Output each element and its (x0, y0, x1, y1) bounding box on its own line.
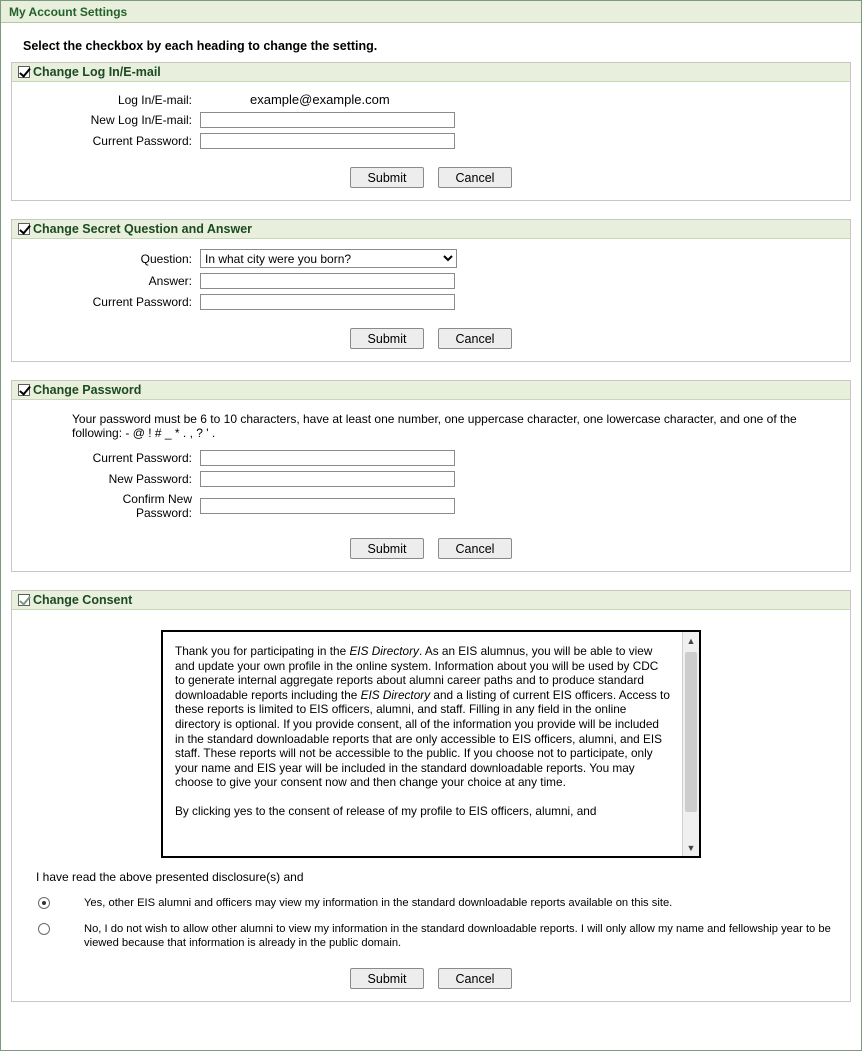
password-help-text: Your password must be 6 to 10 characters, have at least one number, one uppercase character, one lowercase character, and one of the following: - @ ! # _ * . , ? ' . (72, 412, 797, 440)
change-secret-checkbox[interactable] (18, 223, 30, 235)
consent-submit-button[interactable]: Submit (350, 968, 424, 989)
change-consent-body (12, 610, 850, 1001)
password-new-label: New Password: (108, 472, 192, 486)
login-current-value: example@example.com (250, 92, 390, 107)
secret-question-select[interactable] (200, 249, 457, 268)
password-submit-button[interactable]: Submit (350, 538, 424, 559)
password-cancel-button[interactable]: Cancel (438, 538, 512, 559)
login-password-input[interactable] (200, 133, 455, 149)
password-current-label: Current Password: (92, 451, 192, 465)
page-title: My Account Settings (9, 4, 128, 19)
consent-radio-yes[interactable] (38, 897, 50, 909)
login-new-row (12, 112, 850, 128)
secret-answer-row (12, 273, 850, 289)
secret-password-row (12, 294, 850, 310)
consent-scrollbar[interactable] (682, 632, 699, 856)
consent-paragraph-2: By clicking yes to the consent of release of my profile to EIS officers, alumni, and (175, 803, 597, 818)
change-secret-heading: Change Secret Question and Answer (33, 222, 253, 236)
password-current-input[interactable] (200, 450, 455, 466)
scroll-up-icon[interactable]: ▲ (683, 632, 699, 649)
section-change-login (11, 62, 851, 201)
change-login-checkbox[interactable] (18, 66, 30, 78)
change-password-checkbox[interactable] (18, 384, 30, 396)
password-new-row (12, 471, 850, 487)
login-button-row (12, 167, 850, 188)
login-cancel-button[interactable]: Cancel (438, 167, 512, 188)
disclosure-read-label: I have read the above presented disclosure(s) and (36, 870, 304, 884)
secret-button-row (12, 328, 850, 349)
login-current-row (12, 92, 850, 107)
consent-paragraph-1 (175, 644, 670, 790)
secret-cancel-button[interactable]: Cancel (438, 328, 512, 349)
login-password-row (12, 133, 850, 149)
secret-question-label: Question: (140, 251, 192, 266)
secret-question-row (12, 249, 850, 268)
password-confirm-label: Confirm New Password: (122, 492, 192, 520)
settings-content (1, 23, 861, 1002)
consent-option-no-row[interactable] (12, 922, 850, 950)
section-header-change-consent (12, 591, 850, 610)
password-confirm-input[interactable] (200, 498, 455, 514)
change-consent-heading: Change Consent (33, 593, 133, 607)
consent-option-yes-row[interactable] (12, 896, 850, 910)
section-header-change-password (12, 381, 850, 400)
scrollbar-thumb[interactable] (685, 652, 697, 812)
secret-password-label: Current Password: (92, 295, 192, 309)
instruction-text: Select the checkbox by each heading to change the setting. (23, 39, 378, 53)
consent-p1-em-1: EIS Directory (349, 644, 419, 658)
secret-answer-input[interactable] (200, 273, 455, 289)
change-password-heading: Change Password (33, 383, 142, 397)
window-titlebar (1, 1, 861, 23)
consent-option-yes-label: Yes, other EIS alumni and officers may view my information in the standard downloadable reports available on this site. (84, 897, 673, 909)
password-button-row (12, 538, 850, 559)
section-change-password (11, 380, 851, 572)
section-change-secret-question (11, 219, 851, 362)
consent-p1-em-2: EIS Directory (360, 687, 431, 702)
section-header-change-secret (12, 220, 850, 239)
password-confirm-row (12, 492, 850, 520)
change-secret-body (12, 239, 850, 361)
secret-answer-label: Answer: (148, 274, 192, 288)
login-new-input[interactable] (200, 112, 455, 128)
consent-option-no-label: No, I do not wish to allow other alumni to view my information in the standard downloadable reports. I will only allow my name and fellowship year to be viewed because that information is already in the public domain. (84, 923, 831, 949)
consent-p1-part-c: and a listing of current EIS officers. Access to these reports is limited to EIS officers, alumni, and staff. Filling in any field in the online directory is optional. If you provide consent, all of the information you provide will be included in the standard downloadable reports that are only accessible to EIS officers, alumni, and EIS staff. These reports will not be accessible to the public. If you choose not to participate, only your name and EIS year will be included in the standard downloadable reports. You may choose to give your consent now and then change your choice at any time. (175, 687, 670, 790)
consent-radio-no[interactable] (38, 923, 50, 935)
consent-disclosure-box (161, 630, 701, 858)
consent-box-wrapper (12, 620, 850, 858)
scroll-down-icon[interactable]: ▼ (683, 839, 699, 856)
section-header-change-login (12, 63, 850, 82)
consent-disclosure-text (163, 632, 682, 856)
password-current-row (12, 450, 850, 466)
secret-submit-button[interactable]: Submit (350, 328, 424, 349)
login-new-label: New Log In/E-mail: (90, 113, 192, 127)
consent-cancel-button[interactable]: Cancel (438, 968, 512, 989)
change-login-heading: Change Log In/E-mail (33, 65, 161, 79)
login-current-label: Log In/E-mail: (117, 92, 192, 107)
section-change-consent (11, 590, 851, 1002)
consent-button-row (12, 968, 850, 989)
change-consent-checkbox[interactable] (18, 594, 30, 606)
consent-p1-part-a: Thank you for participating in the (175, 644, 350, 658)
login-password-label: Current Password: (92, 134, 192, 148)
secret-password-input[interactable] (200, 294, 455, 310)
password-new-input[interactable] (200, 471, 455, 487)
change-login-body (12, 82, 850, 200)
consent-p1-part-b: . As an EIS alumnus, you will be able to view and update your own profile in the online system. Information about you will be used by CDC to generate internal aggregate reports about alumni career paths and to produce standard downloadable reports including the (175, 644, 659, 702)
change-password-body (12, 400, 850, 571)
login-submit-button[interactable]: Submit (350, 167, 424, 188)
